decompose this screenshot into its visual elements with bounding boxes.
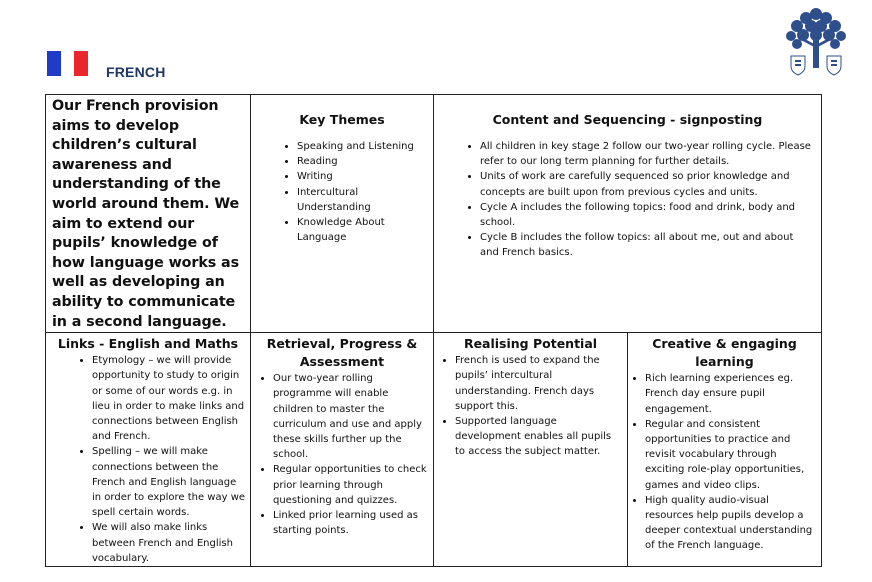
list-item: • Reading — [297, 154, 427, 169]
list-item: • Supported language development enables all pupils to access the subject matter. — [455, 414, 621, 460]
french-flag-icon — [47, 51, 88, 76]
list-item: • Spelling – we will make connections between the French and English language in order to explore the way we spell certain words. — [92, 444, 246, 520]
list-item: • High quality audio-visual resources help pupils develop a deeper contextual understanding of the French language. — [645, 493, 817, 554]
links-title: Links - English and Maths — [57, 336, 239, 352]
content-title: Content and Sequencing - signposting — [492, 112, 763, 127]
list-item: • Etymology – we will provide opportunity to study to origin or some of our words e.g. in lieu in order to make links and connections between English and French. — [92, 353, 246, 444]
retrieval-title: Retrieval, Progress & Assessment — [266, 336, 418, 370]
key-themes-list — [251, 139, 433, 245]
list-item: • Writing — [297, 169, 427, 184]
list-item: • French is used to expand the pupils’ intercultural understanding. French days support this. — [455, 353, 621, 414]
content-sequencing-cell — [434, 95, 822, 333]
page-title: FRENCH — [106, 64, 166, 80]
list-item: • Our two-year rolling programme will enable children to master the curriculum and use and apply these skills further up the school. — [273, 371, 429, 462]
tree-crest-logo — [781, 4, 851, 78]
list-item: • Knowledge About Language — [297, 215, 427, 245]
retrieval-cell — [251, 333, 434, 567]
potential-title: Realising Potential — [463, 336, 598, 352]
content-list — [434, 139, 821, 261]
list-item: • Regular and consistent opportunities to practice and revisit vocabulary through exciting role-play opportunities, games and video clips. — [645, 417, 817, 493]
creative-cell — [628, 333, 822, 567]
list-item: • Regular opportunities to check prior learning through questioning and quizzes. — [273, 462, 429, 508]
list-item: • Cycle A includes the following topics: food and drink, body and school. — [480, 200, 815, 230]
list-item: • Speaking and Listening — [297, 139, 427, 154]
intro-text: Our French provision aims to develop children’s cultural awareness and understanding of the world around them. We aim to extend our pupils’ knowledge of how language works as well as developing an ability to communicate in a second language. — [52, 98, 240, 330]
list-item: • We will also make links between French and English vocabulary. — [92, 520, 246, 566]
creative-title: Creative & engaging learning — [652, 336, 797, 370]
creative-list — [628, 371, 821, 553]
list-item: • Units of work are carefully sequenced so prior knowledge and concepts are built upon from previous cycles and units. — [480, 169, 815, 199]
key-themes-title: Key Themes — [299, 112, 385, 127]
key-themes-cell — [251, 95, 434, 333]
list-item: • All children in key stage 2 follow our two-year rolling cycle. Please refer to our long term planning for further details. — [480, 139, 815, 169]
intro-cell — [46, 95, 251, 333]
links-list — [46, 353, 250, 566]
list-item: • Rich learning experiences eg. French day ensure pupil engagement. — [645, 371, 817, 417]
list-item: • Linked prior learning used as starting points. — [273, 508, 429, 538]
potential-cell — [434, 333, 628, 567]
list-item: • Cycle B includes the follow topics: all about me, out and about and French basics. — [480, 230, 815, 260]
list-item: • Intercultural Understanding — [297, 185, 427, 215]
retrieval-list — [251, 371, 433, 538]
curriculum-table — [45, 94, 822, 567]
potential-list — [434, 353, 627, 459]
links-cell — [46, 333, 251, 567]
